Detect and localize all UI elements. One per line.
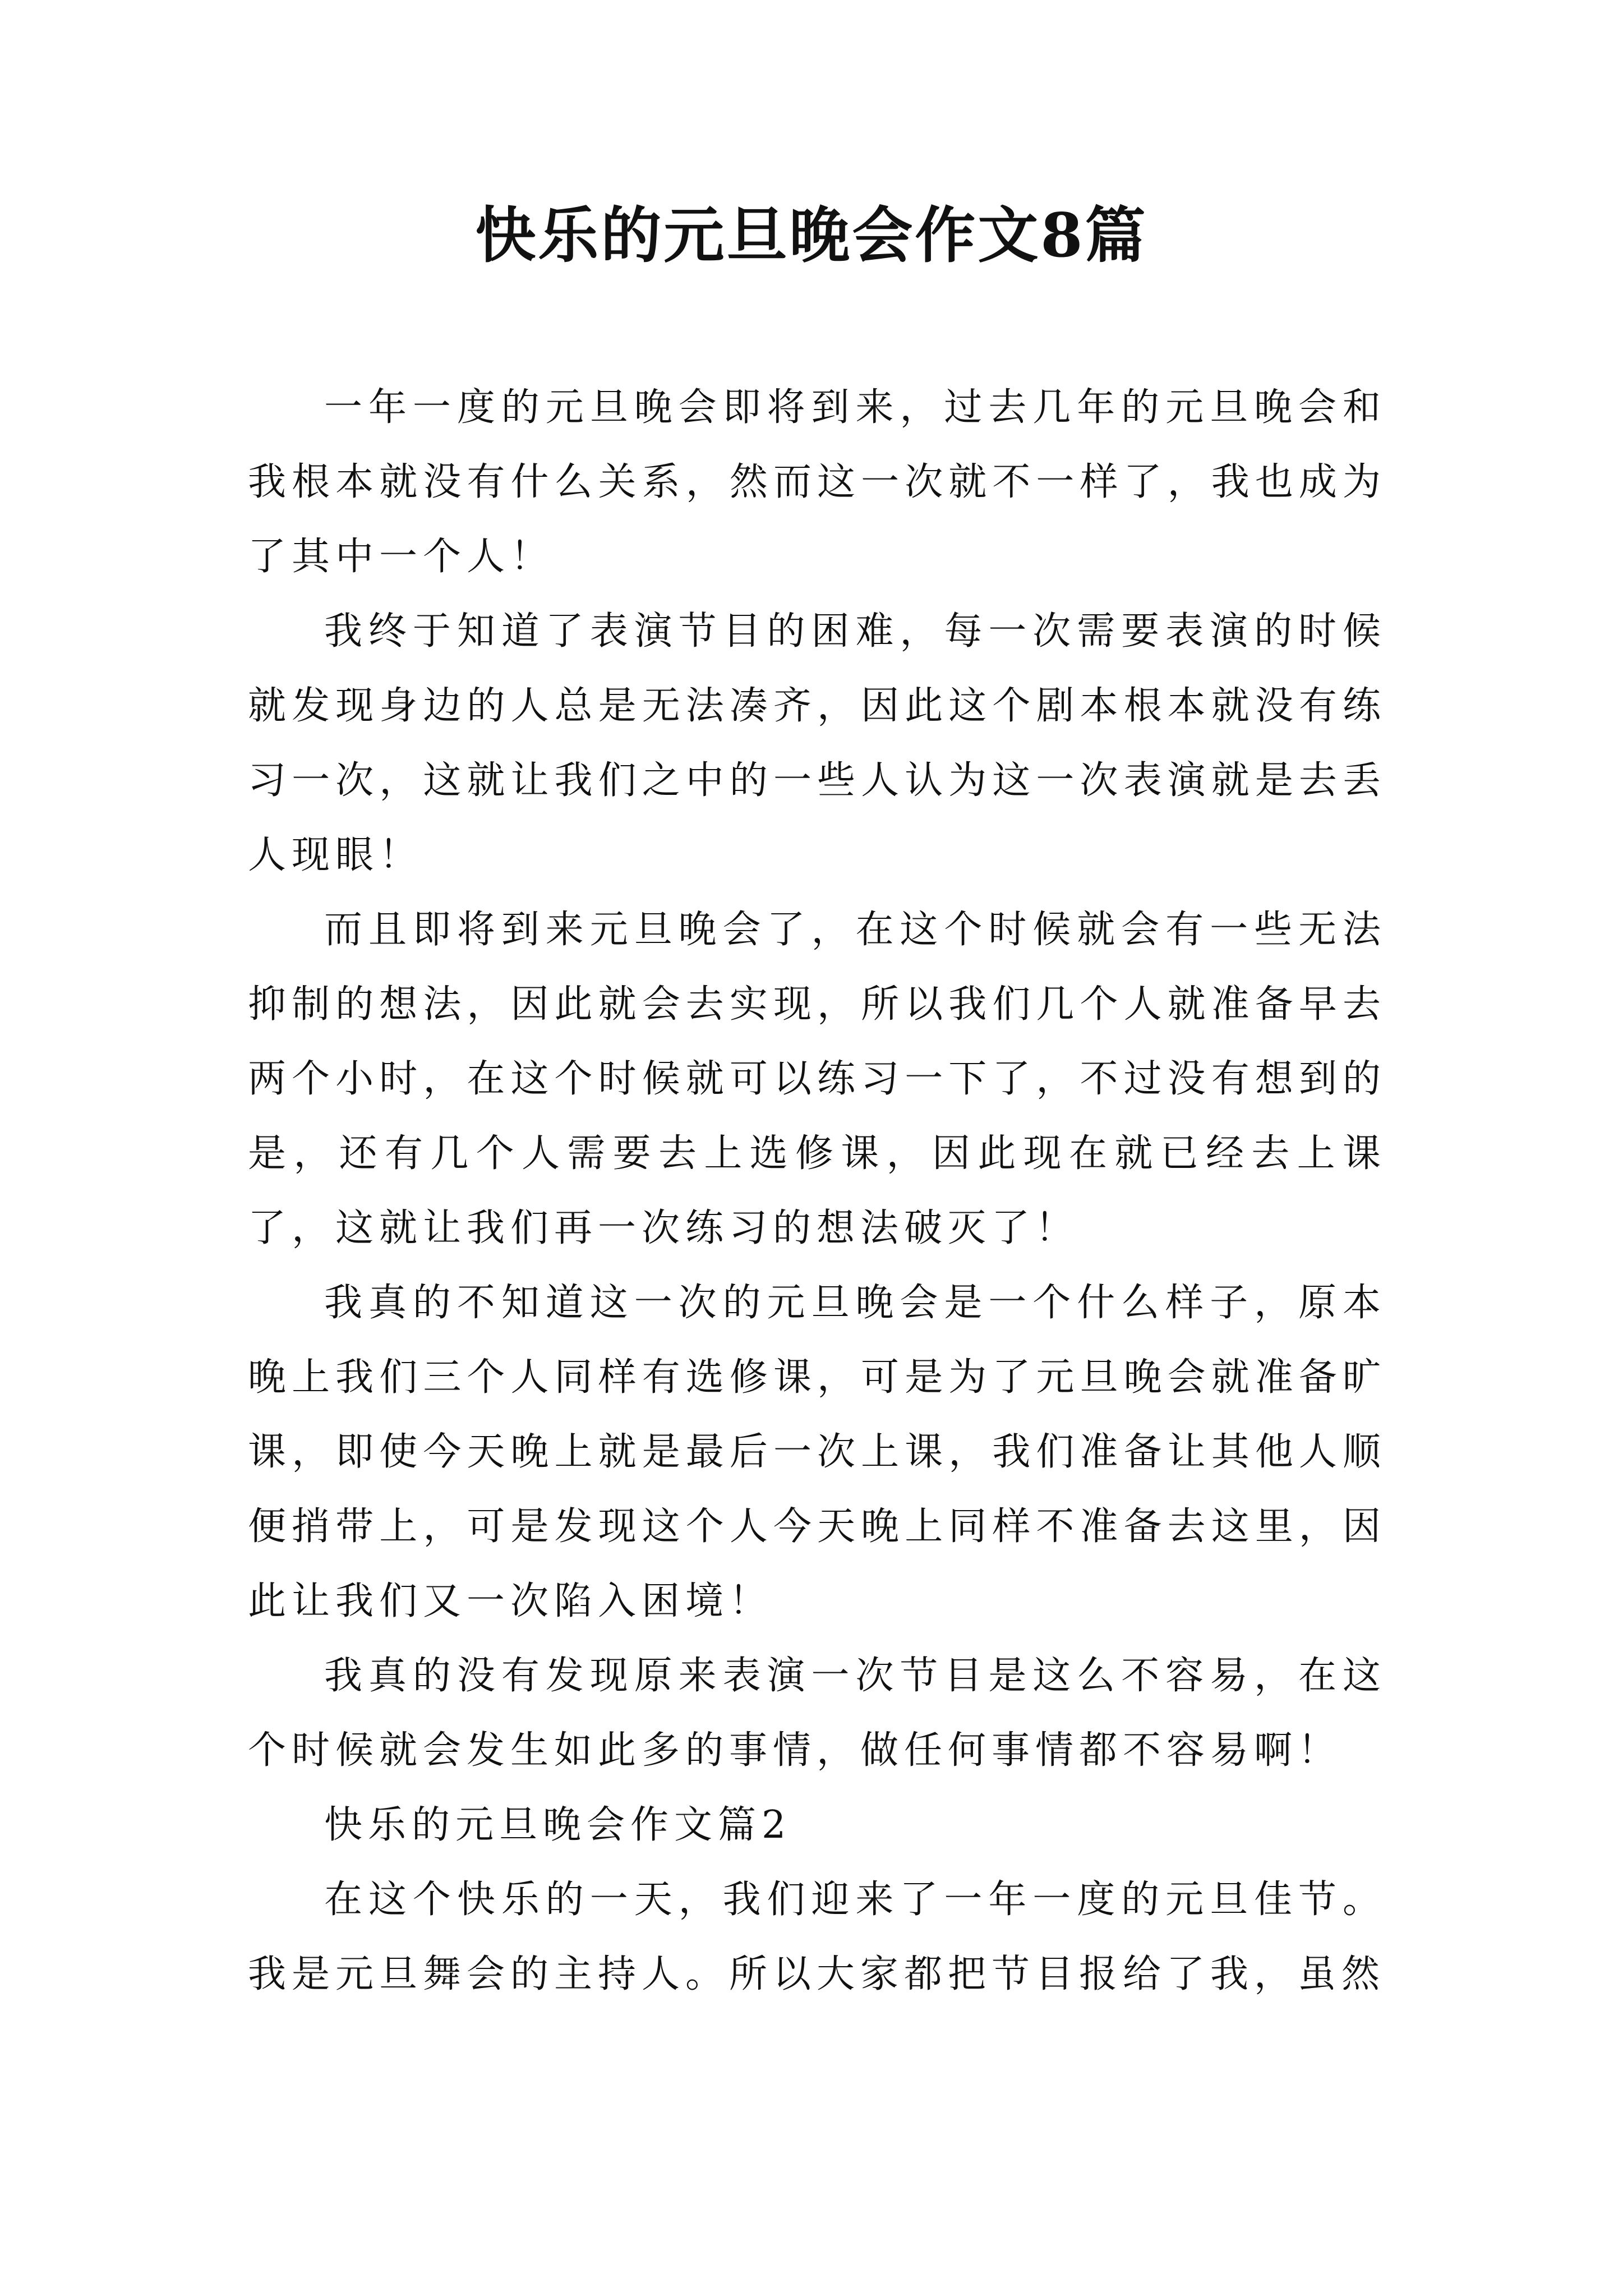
paragraph: 我真的没有发现原来表演一次节目是这么不容易，在这个时候就会发生如此多的事情，做任何事情都不容易啊！ bbox=[248, 1654, 1386, 1773]
section-heading: 快乐的元旦晚会作文篇2 bbox=[324, 1803, 792, 1847]
document-body bbox=[248, 370, 1386, 2012]
document-title: 快乐的元旦晚会作文8篇 bbox=[475, 200, 1148, 271]
paragraph: 我终于知道了表演节目的困难，每一次需要表演的时候就发现身边的人总是无法凑齐，因此这个剧本根本就没有练习一次，这就让我们之中的一些人认为这一次表演就是去丢人现眼！ bbox=[248, 609, 1386, 877]
paragraph: 而且即将到来元旦晚会了，在这个时候就会有一些无法抑制的想法，因此就会去实现，所以我们几个人就准备早去两个小时，在这个时候就可以练习一下了，不过没有想到的是，还有几个人需要去上选修课，因此现在就已经去上课了，这就让我们再一次练习的想法破灭了！ bbox=[248, 908, 1386, 1250]
paragraph: 在这个快乐的一天，我们迎来了一年一度的元旦佳节。我是元旦舞会的主持人。所以大家都把节目报给了我，虽然 bbox=[248, 1878, 1386, 1996]
paragraph: 一年一度的元旦晚会即将到来，过去几年的元旦晚会和我根本就没有什么关系，然而这一次就不一样了，我也成为了其中一个人！ bbox=[248, 385, 1386, 579]
paragraph: 我真的不知道这一次的元旦晚会是一个什么样子，原本晚上我们三个人同样有选修课，可是为了元旦晚会就准备旷课，即使今天晚上就是最后一次上课，我们准备让其他人顺便捎带上，可是发现这个人今天晚上同样不准备去这里，因此让我们又一次陷入困境！ bbox=[248, 1281, 1386, 1623]
